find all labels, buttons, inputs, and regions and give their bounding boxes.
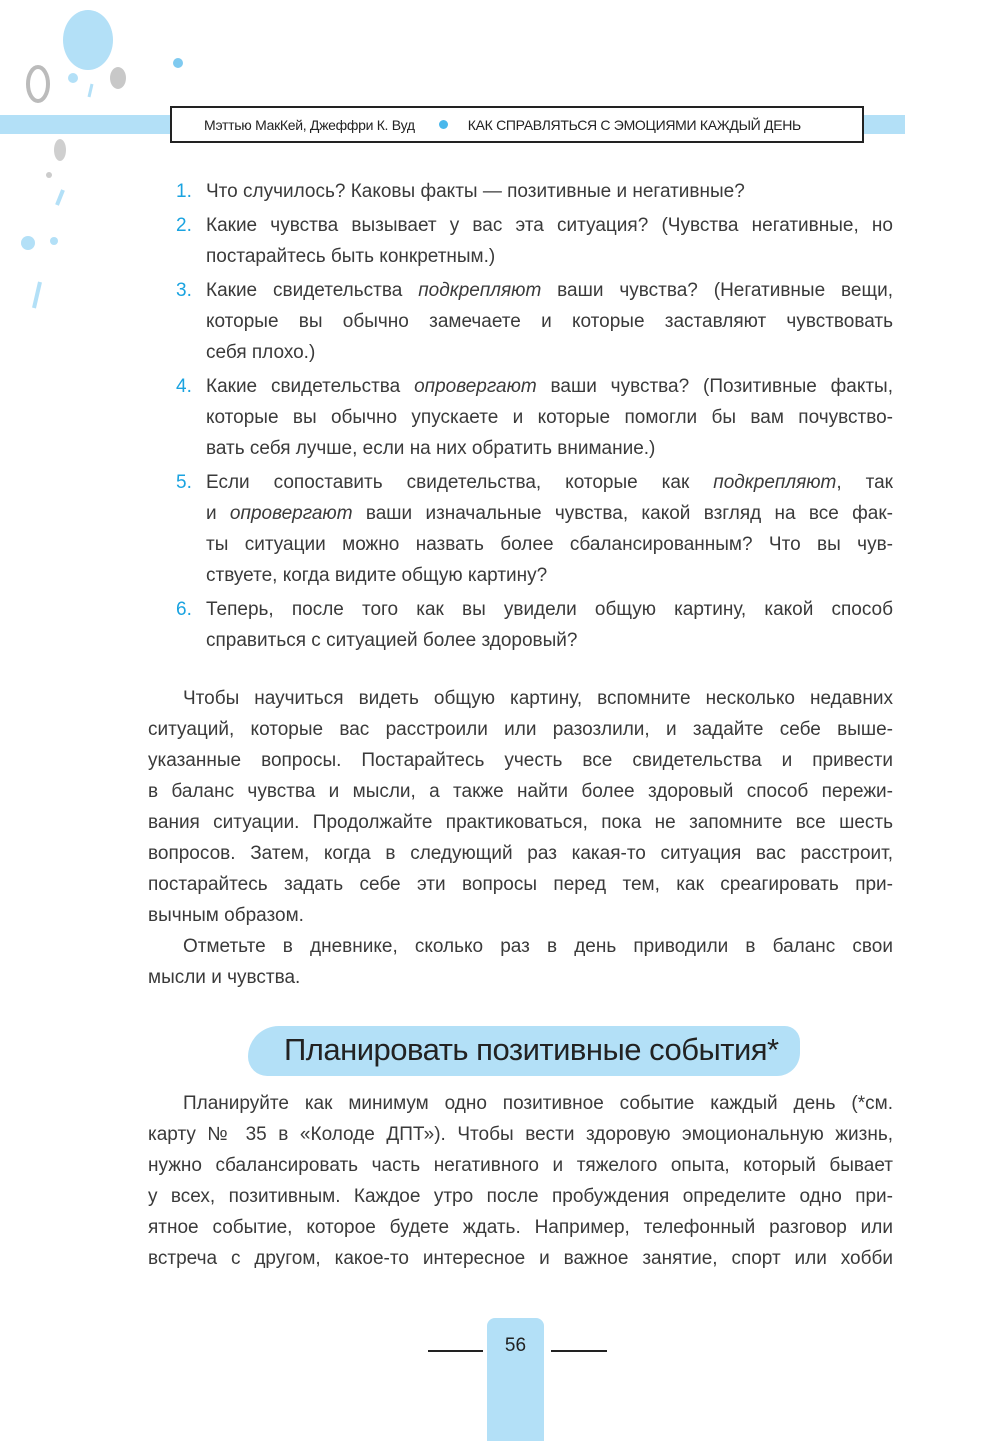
body-text [0, 683, 1000, 993]
text-segment: Теперь, после того как вы увидели общую картину, какой способ [206, 599, 893, 620]
header-book-title: КАК СПРАВЛЯТЬСЯ С ЭМОЦИЯМИ КАЖДЫЙ ДЕНЬ [467, 116, 801, 133]
item-text [206, 594, 893, 656]
emphasis: подкрепляют [418, 280, 542, 301]
text-line [206, 594, 893, 625]
text-line: вания ситуации. Продолжайте практиковаться, пока не запомните все шесть [148, 812, 893, 833]
text-line [206, 560, 893, 591]
text-line [206, 625, 893, 656]
text-line: Отметьте в дневнике, сколько раз в день приводили в баланс свои [183, 936, 893, 957]
text-line [206, 275, 893, 306]
list-item [0, 467, 1000, 591]
item-text [206, 467, 893, 591]
text-segment: ваши чувства? (Позитивные факты, [536, 376, 893, 397]
text-segment: ваши изначальные чувства, какой взгляд на все фак- [352, 503, 893, 524]
numbered-question-list [0, 176, 1000, 659]
item-number: 6. [176, 599, 192, 620]
text-line: карту № 35 в «Колоде ДПТ»). Чтобы вести здоровую эмоциональную жизнь, [148, 1124, 893, 1145]
text-segment: , так [836, 472, 893, 493]
paragraph [0, 683, 1000, 931]
emphasis: опровергают [414, 376, 537, 397]
bullet-dot-icon [439, 120, 448, 129]
text-segment: Какие свидетельства [206, 280, 419, 301]
text-line: указанные вопросы. Постарайтесь учесть все свидетельства и привести [148, 750, 893, 771]
list-item [0, 275, 1000, 368]
body-text-after-heading [0, 1088, 1000, 1274]
text-line [206, 498, 893, 529]
text-line [206, 371, 893, 402]
list-item [0, 594, 1000, 656]
item-text [206, 371, 893, 464]
divider [428, 1350, 483, 1352]
header-authors: Мэттью МакКей, Джеффри К. Вуд [204, 116, 415, 133]
list-item [0, 210, 1000, 272]
list-item [0, 371, 1000, 464]
text-line [206, 176, 893, 207]
text-line: встреча с другом, какое-то интересное и важное занятие, спорт или хобби [148, 1248, 893, 1269]
list-item [0, 176, 1000, 207]
divider [551, 1350, 607, 1352]
item-number: 4. [176, 376, 192, 397]
text-line [206, 402, 893, 433]
text-line: вопросов. Затем, когда в следующий раз какая-то ситуация вас расстроит, [148, 843, 893, 864]
text-line: вычным образом. [148, 905, 304, 926]
text-segment: себя плохо.) [206, 342, 316, 363]
text-line [206, 529, 893, 560]
text-segment: которые вы обычно замечаете и которые заставляют чувствовать [206, 311, 893, 332]
text-segment: ствуете, когда видите общую картину? [206, 565, 548, 586]
item-number: 5. [176, 472, 192, 493]
text-line: Планируйте как минимум одно позитивное событие каждый день (*см. [183, 1093, 893, 1114]
emphasis: подкрепляют [713, 472, 837, 493]
text-segment: ты ситуации можно назвать более сбалансированным? Что вы чув- [206, 534, 893, 555]
text-line: постарайтесь задать себе эти вопросы перед тем, как среагировать при- [148, 874, 893, 895]
text-line [206, 306, 893, 337]
text-segment: Что случилось? Каковы факты — позитивные и негативные? [206, 181, 745, 202]
text-line [206, 467, 893, 498]
text-segment: Какие свидетельства [206, 376, 415, 397]
text-segment: вать себя лучше, если на них обратить внимание.) [206, 438, 656, 459]
running-header [170, 106, 864, 143]
text-line [206, 337, 893, 368]
item-text [206, 210, 893, 272]
emphasis: опровергают [229, 503, 353, 524]
text-segment: Если сопоставить свидетельства, которые как [206, 472, 714, 493]
item-number: 1. [176, 181, 192, 202]
text-line [206, 210, 893, 241]
text-line [206, 433, 893, 464]
paragraph [0, 931, 1000, 993]
text-line: в баланс чувства и мысли, а также найти более здоровый способ пережи- [148, 781, 893, 802]
text-line: Чтобы научиться видеть общую картину, вспомните несколько недавних [183, 688, 893, 709]
item-text [206, 176, 893, 207]
text-segment: и [206, 503, 230, 524]
page-number: 56 [504, 1335, 527, 1356]
item-text [206, 275, 893, 368]
text-segment: ваши чувства? (Негативные вещи, [541, 280, 893, 301]
text-segment: справиться с ситуацией более здоровый? [206, 630, 578, 651]
text-segment: Какие чувства вызывает у вас эта ситуация? (Чувства негативные, но [206, 215, 893, 236]
text-line: у всех, позитивным. Каждое утро после пробуждения определите одно при- [148, 1186, 893, 1207]
text-line [206, 241, 893, 272]
text-line: ятное событие, которое будете ждать. Например, телефонный разговор или [148, 1217, 893, 1238]
section-heading: Планировать позитивные события* [284, 1032, 779, 1067]
item-number: 3. [176, 280, 192, 301]
text-line: нужно сбалансировать часть негативного и тяжелого опыта, который бывает [148, 1155, 893, 1176]
text-line: мысли и чувства. [148, 967, 301, 988]
text-segment: которые вы обычно упускаете и которые помогли бы вам почувство- [206, 407, 893, 428]
text-segment: постарайтесь быть конкретным.) [206, 246, 496, 267]
text-line: ситуаций, которые вас расстроили или разозлили, и задайте себе выше- [148, 719, 893, 740]
item-number: 2. [176, 215, 192, 236]
